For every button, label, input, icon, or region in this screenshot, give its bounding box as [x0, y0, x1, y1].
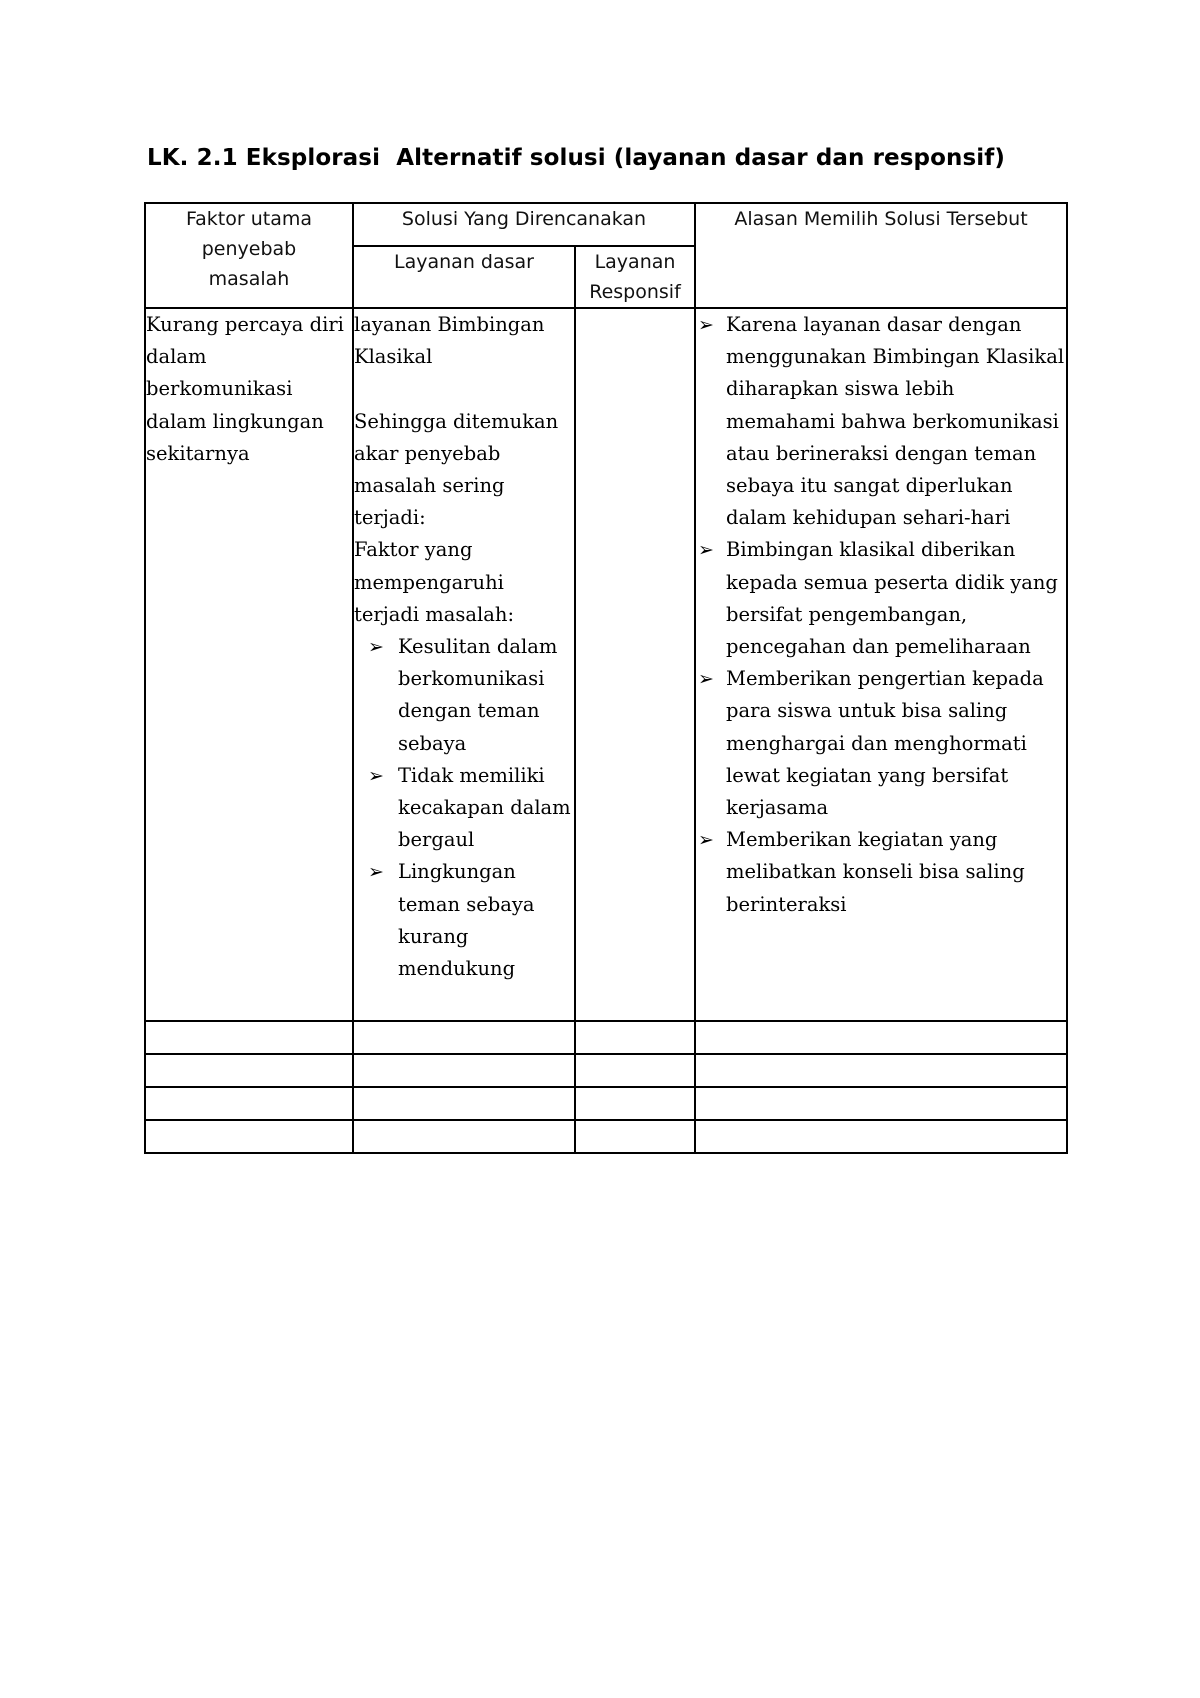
- header-alasan: [695, 203, 1067, 308]
- arrow-bullet-icon: ➢: [368, 636, 384, 659]
- empty-cell: [575, 1054, 695, 1087]
- arrow-bullet-icon: ➢: [698, 314, 714, 336]
- arrow-bullet-icon: ➢: [698, 829, 714, 852]
- list-item: ➢ Karena layanan dasar dengan menggunakan Bimbingan Klasikal diharapkan siswa lebih memahami bahwa berkomunikasi atau berineraksi dengan teman sebaya itu sangat diperlukan dalam kehidupan sehari-hari: [696, 309, 1066, 534]
- header-solusi-label: Solusi Yang Direncanakan: [401, 208, 647, 230]
- cell-faktor: [145, 308, 353, 1021]
- header-layanan-dasar: [353, 246, 575, 308]
- solution-table: [144, 202, 1068, 1154]
- list-item: ➢ Lingkungan teman sebaya kurang mendukung: [354, 856, 574, 985]
- alasan-list: [696, 309, 1066, 921]
- header-row-1: [145, 203, 1067, 246]
- empty-row: [145, 1120, 1067, 1153]
- dasar-factor-list: [354, 631, 574, 985]
- cell-layanan-responsif: [575, 308, 695, 1021]
- empty-cell: [695, 1021, 1067, 1054]
- list-item: ➢ Tidak memiliki kecakapan dalam bergaul: [354, 760, 574, 857]
- empty-cell: [145, 1120, 353, 1153]
- faktor-text: Kurang percaya diri dalam berkomunikasi dalam lingkungan sekitarnya: [146, 313, 344, 465]
- cell-layanan-dasar: [353, 308, 575, 1021]
- arrow-bullet-icon: ➢: [368, 861, 384, 884]
- empty-row: [145, 1087, 1067, 1120]
- empty-cell: [575, 1087, 695, 1120]
- empty-row: [145, 1021, 1067, 1054]
- spacer: [354, 373, 574, 405]
- empty-cell: [695, 1054, 1067, 1087]
- list-item: ➢ Memberikan pengertian kepada para siswa untuk bisa saling menghargai dan menghormati lewat kegiatan yang bersifat kerjasama: [696, 663, 1066, 824]
- dasar-faktor-label: Faktor yang mempengaruhi terjadi masalah:: [354, 538, 515, 626]
- empty-cell: [353, 1087, 575, 1120]
- header-solusi: [353, 203, 695, 246]
- header-layanan-dasar-label: Layanan dasar: [394, 251, 534, 273]
- empty-cell: [575, 1021, 695, 1054]
- list-item: ➢ Kesulitan dalam berkomunikasi dengan teman sebaya: [354, 631, 574, 760]
- header-faktor: [145, 203, 353, 308]
- header-layanan-responsif: [575, 246, 695, 308]
- empty-cell: [575, 1120, 695, 1153]
- empty-row: [145, 1054, 1067, 1087]
- dasar-paragraph: Sehingga ditemukan akar penyebab masalah sering terjadi:: [354, 409, 559, 530]
- arrow-bullet-icon: ➢: [368, 764, 384, 787]
- list-item: ➢ Memberikan kegiatan yang melibatkan konseli bisa saling berinteraksi: [696, 824, 1066, 921]
- header-layanan-responsif-label: Layanan Responsif: [589, 251, 681, 303]
- cell-alasan: [695, 308, 1067, 1021]
- worksheet-title: LK. 2.1 Eksplorasi Alternatif solusi (layanan dasar dan responsif): [147, 145, 1005, 171]
- empty-cell: [145, 1021, 353, 1054]
- dasar-intro: layanan Bimbingan Klasikal: [354, 313, 545, 369]
- empty-cell: [145, 1087, 353, 1120]
- empty-cell: [695, 1120, 1067, 1153]
- header-faktor-label: Faktor utama penyebab masalah: [185, 208, 313, 290]
- empty-cell: [353, 1054, 575, 1087]
- header-alasan-label: Alasan Memilih Solusi Tersebut: [734, 208, 1028, 230]
- content-row: [145, 308, 1067, 1021]
- empty-cell: [353, 1021, 575, 1054]
- empty-cell: [353, 1120, 575, 1153]
- list-item: ➢ Bimbingan klasikal diberikan kepada semua peserta didik yang bersifat pengembangan, pencegahan dan pemeliharaan: [696, 534, 1066, 663]
- arrow-bullet-icon: ➢: [698, 539, 714, 562]
- arrow-bullet-icon: ➢: [698, 668, 714, 691]
- empty-cell: [695, 1087, 1067, 1120]
- empty-cell: [145, 1054, 353, 1087]
